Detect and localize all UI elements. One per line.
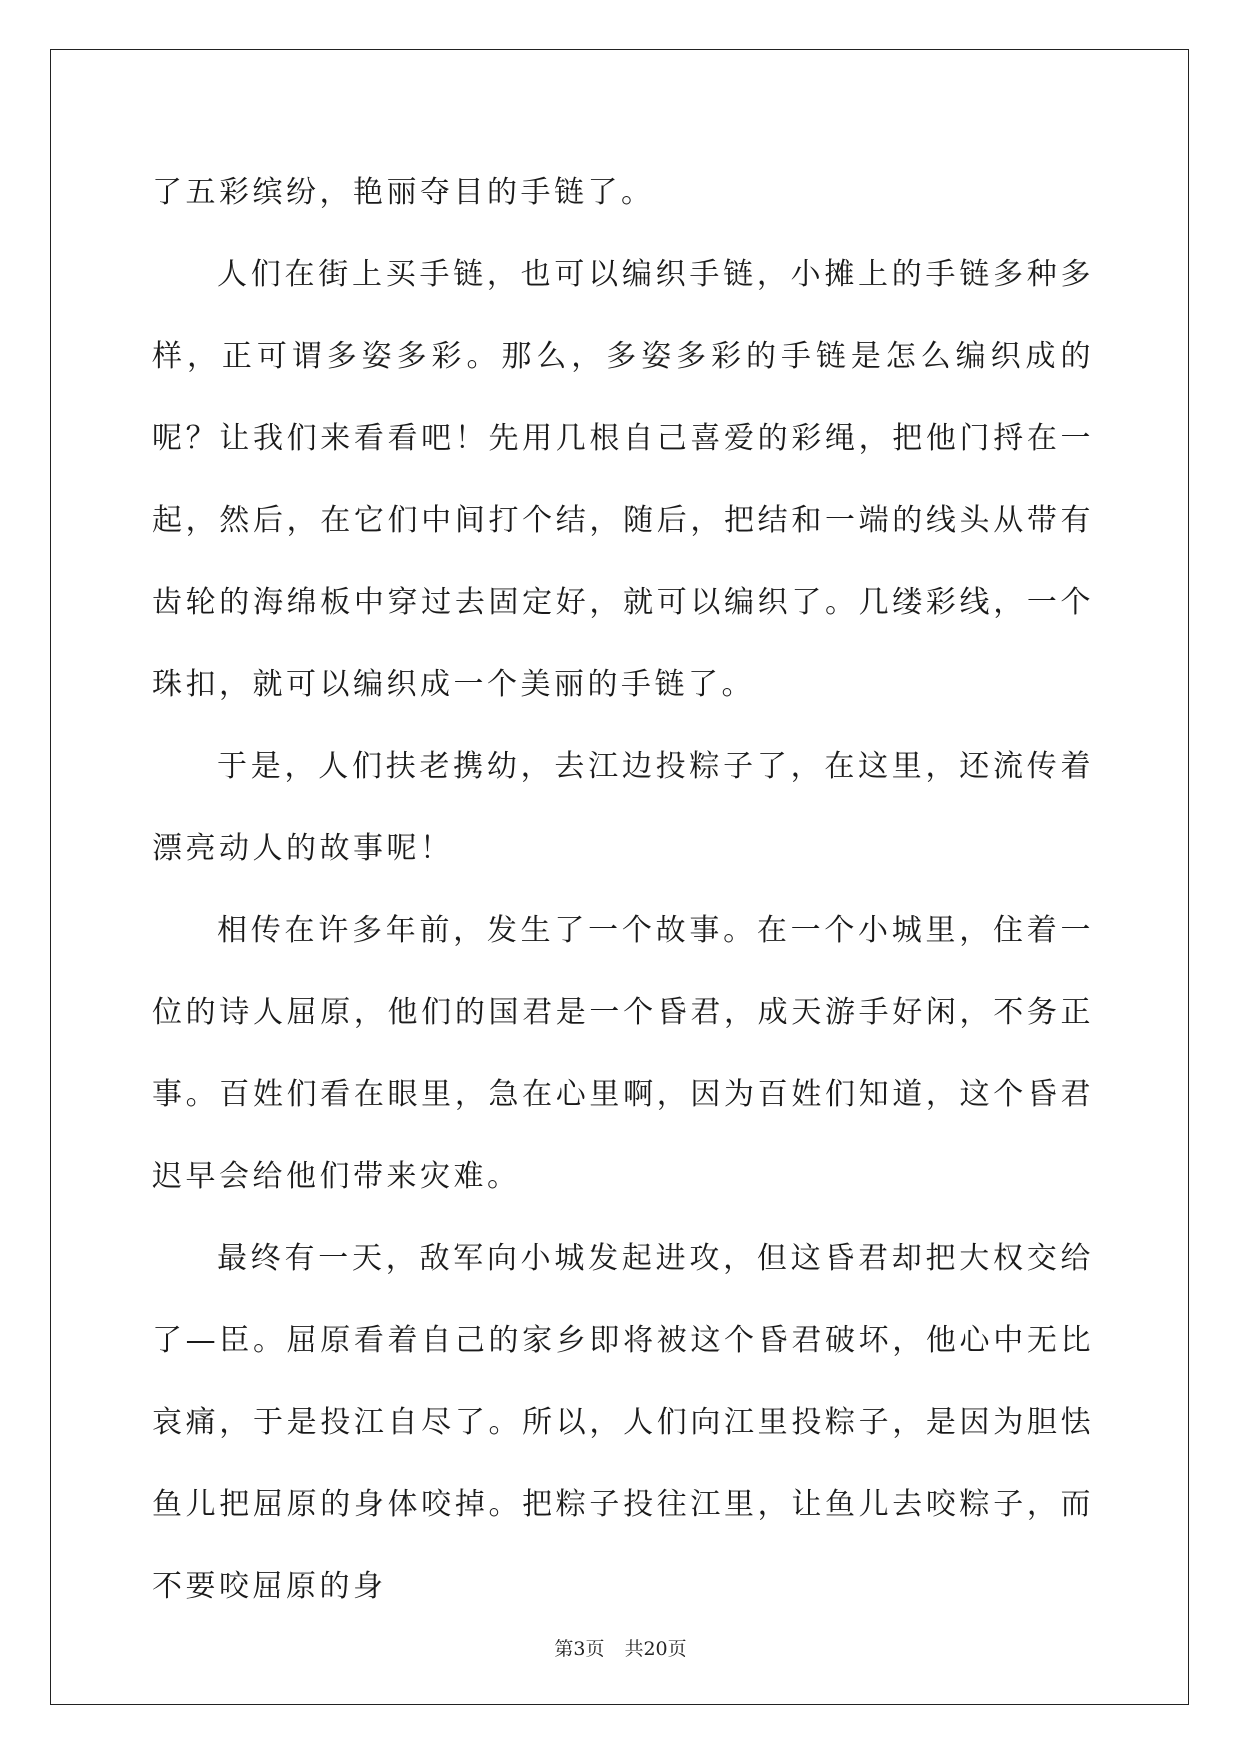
paragraph-4: 相传在许多年前，发生了一个故事。在一个小城里，住着一位的诗人屈原，他们的国君是一个昏君，成天游手好闲，不务正事。百姓们看在眼里，急在心里啊，因为百姓们知道，这个昏君迟早会给他们带来灾难。 xyxy=(152,913,1094,1194)
paragraph-5: 最终有一天，敌军向小城发起进攻，但这昏君却把大权交给了—臣。屈原看着自己的家乡即将被这个昏君破坏，他心中无比哀痛，于是投江自尽了。所以，人们向江里投粽子，是因为胆怯 鱼儿把屈原的身体咬掉。把粽子投往江里，让鱼儿去咬粽子，而不要咬屈原的身 xyxy=(152,1241,1128,1604)
paragraph-3: 于是，人们扶老携幼，去江边投粽子了，在这里，还流传着漂亮动人的故事呢！ xyxy=(152,749,1094,866)
page-total: 共20页 xyxy=(624,1638,687,1660)
paragraph-2: 人们在街上买手链，也可以编织手链，小摊上的手链多种多样，正可谓多姿多彩。那么，多姿多彩的手链是怎么编织成的呢？让我们来看看吧！先用几根自己喜爱的彩绳，把他门捋在一起，然后，在它们中间打个结，随后，把结和一端的线头从带有齿轮的海绵板中穿过去固定好，就可以编织了。几缕彩线，一个珠扣，就可以编织成一个美丽的手链了。 xyxy=(152,257,1094,702)
paragraph-1: 了五彩缤纷，艳丽夺目的手链了。 xyxy=(152,175,655,210)
document-body xyxy=(152,152,1128,1628)
page-number: 第3页 xyxy=(554,1638,605,1660)
page-footer xyxy=(0,1637,1241,1661)
